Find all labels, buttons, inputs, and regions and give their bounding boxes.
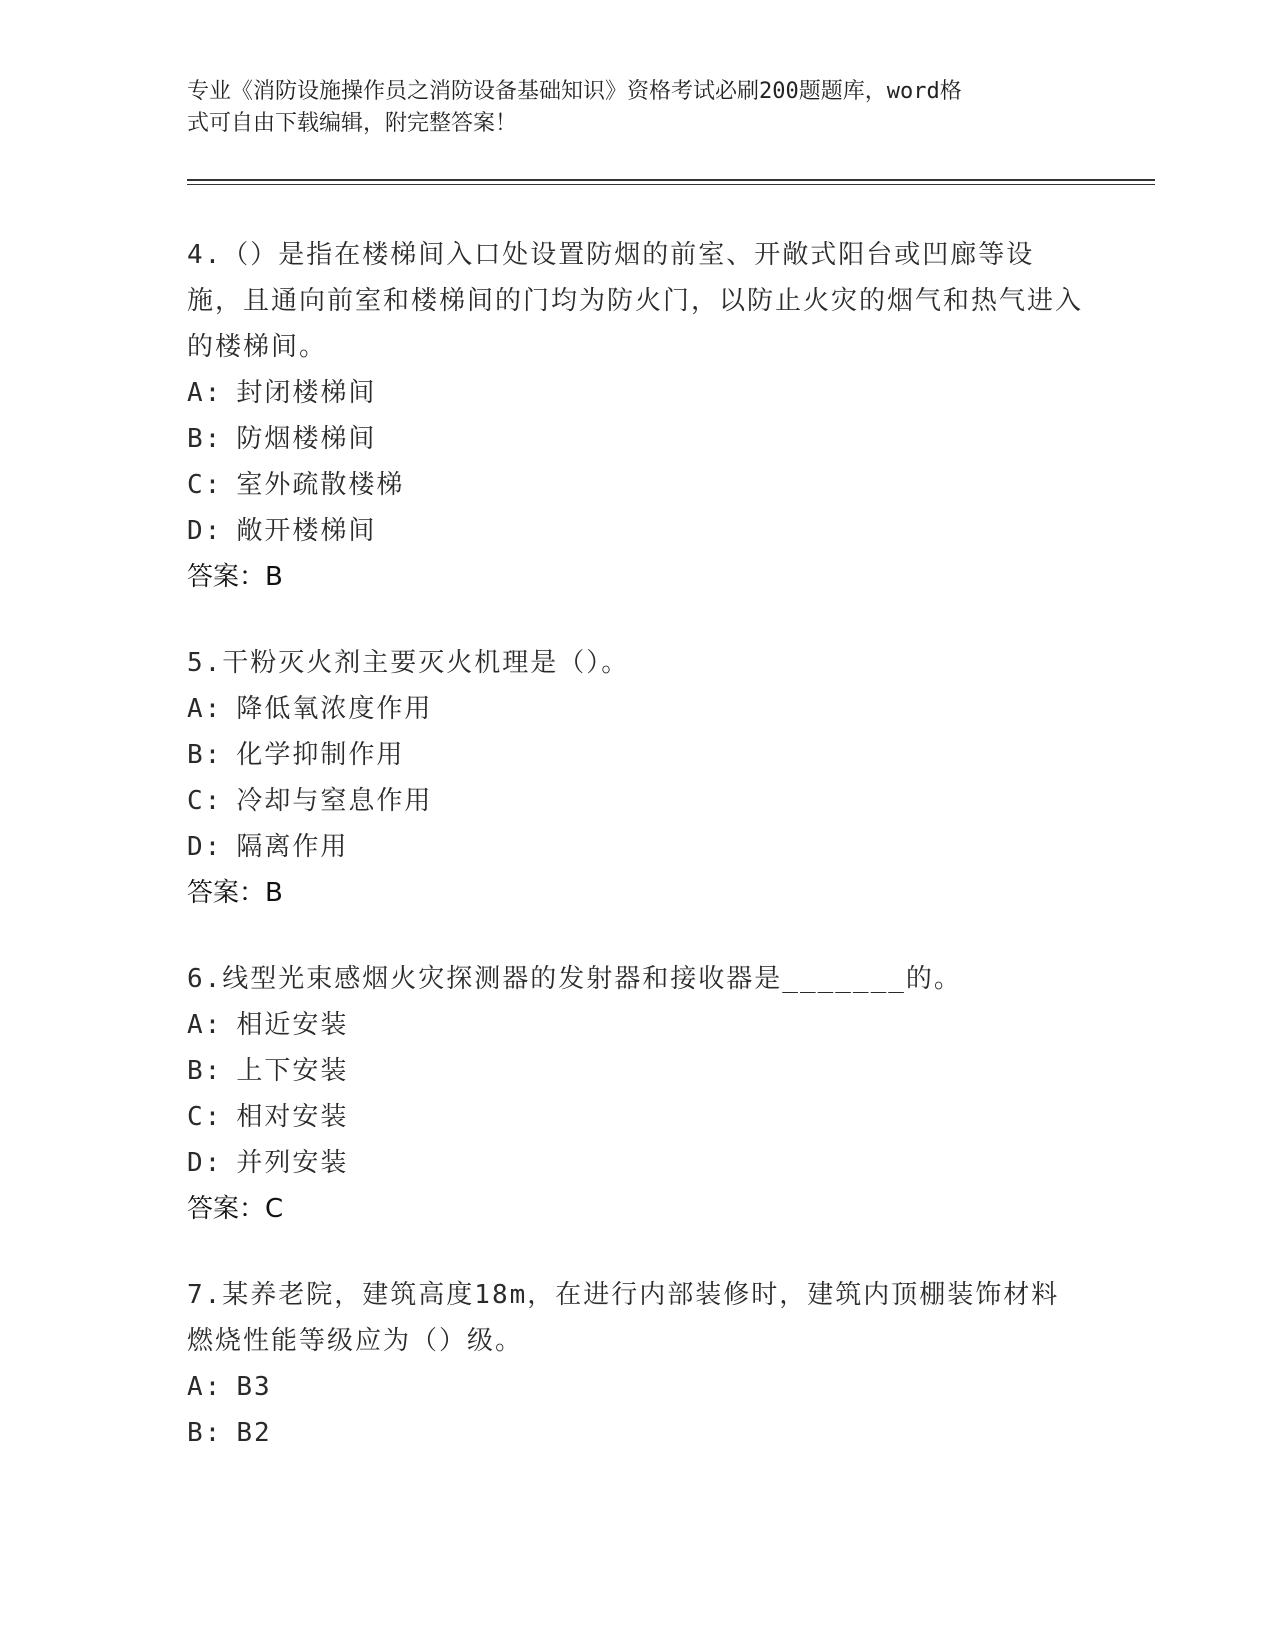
header-divider-thin [187,184,1155,185]
question-5 [187,640,1087,916]
question-text: 6.线型光束感烟火灾探测器的发射器和接收器是_______的。 [187,964,962,994]
answer-line: 答案：C [187,1194,284,1224]
document-header [187,76,1067,140]
option-c: C: 相对安装 [187,1102,349,1132]
option-d: D: 隔离作用 [187,832,349,862]
option-a: A: 降低氧浓度作用 [187,694,433,724]
option-b: B: B2 [187,1418,272,1448]
question-4 [187,232,1087,600]
option-a: A: 相近安装 [187,1010,349,1040]
question-7 [187,1272,1087,1456]
option-a: A: 封闭楼梯间 [187,378,377,408]
option-a: A: B3 [187,1372,272,1402]
question-text: 7.某养老院，建筑高度18m，在进行内部装修时，建筑内顶棚装饰材料燃烧性能等级应为（）级。 [187,1280,1060,1356]
option-c: C: 冷却与窒息作用 [187,786,433,816]
option-b: B: 防烟楼梯间 [187,424,377,454]
question-text: 5.干粉灭火剂主要灭火机理是（）。 [187,648,630,678]
header-line-2: 式可自由下载编辑，附完整答案！ [187,111,518,136]
option-d: D: 敞开楼梯间 [187,516,377,546]
header-divider-thick [187,179,1155,181]
answer-line: 答案：B [187,878,283,908]
question-list [187,232,1087,1496]
option-b: B: 上下安装 [187,1056,349,1086]
question-6 [187,956,1087,1232]
option-b: B: 化学抑制作用 [187,740,405,770]
answer-line: 答案：B [187,562,283,592]
header-line-1: 专业《消防设施操作员之消防设备基础知识》资格考试必刷200题题库，word格 [187,79,962,104]
option-c: C: 室外疏散楼梯 [187,470,405,500]
question-text: 4.（）是指在楼梯间入口处设置防烟的前室、开敞式阳台或凹廊等设施，且通向前室和楼梯间的门均为防火门，以防止火灾的烟气和热气进入的楼梯间。 [187,240,1084,362]
option-d: D: 并列安装 [187,1148,349,1178]
